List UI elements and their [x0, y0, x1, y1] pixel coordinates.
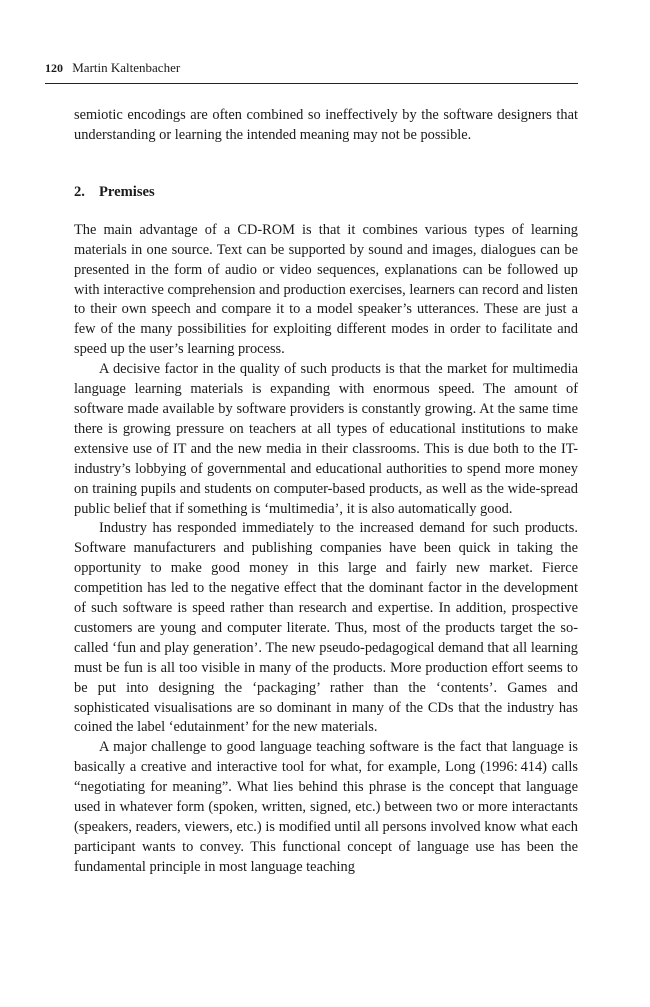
- paragraph: Industry has responded immediately to the increased demand for such products. Software manufacturers and publishing companies have been quick in taking the opportunity to make good money in this large and fairly new market. Fierce competition has led to the negative effect that the dominant factor in the development of such software is speed rather than research and expertise. In addition, prospective customers are young and computer literate. Thus, most of the products target the so-called ‘fun and play generation’. The new pseudo-pedagogical demand that all learning must be fun is all too visible in many of the products. More production effort seems to be put into designing the ‘packaging’ rather than the ‘contents’. Games and sophisticated visualisations are so dominant in many of the CDs that the industry has coined the label ‘edutainment’ for the new materials.: [74, 520, 578, 736]
- section-title: Premises: [99, 183, 155, 200]
- running-head-author: Martin Kaltenbacher: [72, 60, 181, 75]
- section-heading: [74, 182, 578, 202]
- page-number: 120: [45, 61, 63, 75]
- paragraph: A major challenge to good language teaching software is the fact that language is basically a creative and interactive tool for what, for example, Long (1996: 414) calls “negotiating for meaning”. What lies behind this phrase is the concept that language used in whatever form (spoken, written, signed, etc.) between two or more interactants (speakers, readers, viewers, etc.) is modified until all persons involved know what each participant wants to convey. This functional concept of language use has been the fundamental principle in most language teaching: [74, 739, 578, 875]
- running-head: [45, 57, 578, 84]
- paragraph: The main advantage of a CD-ROM is that it combines various types of learning materials in one source. Text can be supported by sound and images, dialogues can be presented in the form of audio or video sequences, explanations can be followed up with interactive comprehension and production exercises, learners can record and listen to their own speech and compare it to a model speaker’s utterances. These are just a few of the many possibilities for exploiting different modes in order to facilitate and speed up the user’s learning process.: [74, 221, 578, 358]
- body-text: [74, 106, 578, 878]
- continuation-paragraph: semiotic encodings are often combined so ineffectively by the software designers that understanding or learning the intended meaning may not be possible.: [74, 107, 578, 143]
- paragraph: A decisive factor in the quality of such products is that the market for multimedia language learning materials is expanding with enormous speed. The amount of software made available by software providers is constantly growing. At the same time there is growing pressure on teachers at all types of educational institutions to make extensive use of IT and the new media in their classrooms. This is due both to the IT-industry’s lobbying of governmental and educational authorities to spend more money on training pupils and students on computer-based products, as well as the wide-spread public belief that if something is ‘multimedia’, it is also automatically good.: [74, 361, 578, 517]
- section-number: 2.: [74, 183, 85, 200]
